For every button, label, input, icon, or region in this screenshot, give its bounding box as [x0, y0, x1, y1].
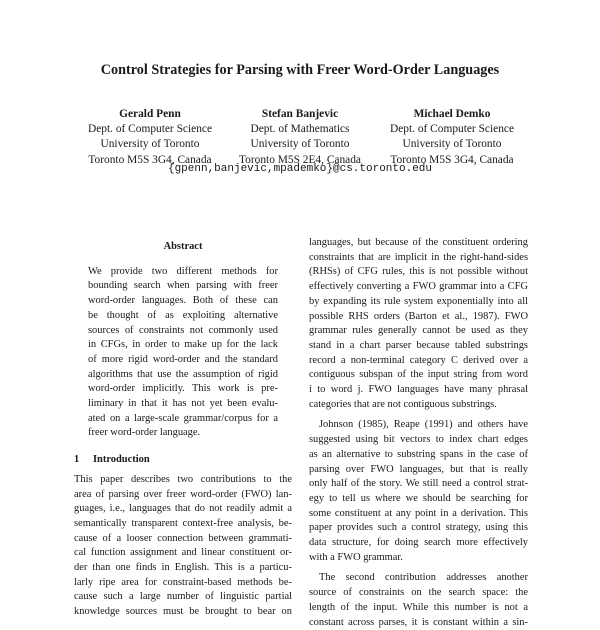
intro-body	[74, 473, 292, 620]
body-line: possible RHS orders (Barton et al., 1987). FWO	[309, 310, 528, 322]
abstract-line: of more rigid word-order and the standard	[88, 353, 278, 365]
body-line: source of constraints on the search space: the	[309, 587, 528, 599]
body-line: data structure, for doing search more effectively	[309, 537, 528, 549]
body-paragraph	[309, 236, 528, 412]
body-line: stand in a chart parser because tabled substrings	[309, 339, 528, 351]
author-name: Michael Demko	[413, 108, 491, 120]
body-line: as an alternative to substring spans in the case of	[309, 448, 528, 460]
body-line: grammar rules generally cannot be used as they	[309, 325, 528, 337]
intro-line: knowledge sources must be brought to bear on	[74, 606, 292, 618]
left-column	[74, 236, 292, 620]
body-line: some constituent at any point in a derivation. This	[309, 507, 528, 519]
author-block	[357, 107, 547, 168]
author-univ: University of Toronto	[100, 138, 200, 151]
author-name: Stefan Banjevic	[261, 108, 339, 120]
author-emails: {gpenn,banjevic,mpademko}@cs.toronto.edu	[167, 163, 433, 175]
author-name: Gerald Penn	[119, 108, 181, 120]
body-line: contiguous subspan of the input string from word	[309, 369, 528, 381]
body-line: parsing over FWO languages, but that is really	[309, 463, 528, 475]
body-line: (RHSs) of CFG rules, this is not possible without	[309, 266, 528, 278]
abstract-line: sources of constraints not commonly used	[88, 324, 278, 336]
intro-line: guages, i.e., languages that do not readily admit a	[74, 503, 292, 515]
body-line: length of the input. While this number is not a	[309, 601, 528, 613]
author-univ: University of Toronto	[402, 138, 502, 151]
intro-line: der than one finds in English. This is a particu-	[74, 562, 292, 574]
body-line: suggested using bit vectors to index chart edges	[309, 434, 528, 446]
abstract-line: word-order languages. Both of these can	[88, 295, 278, 307]
abstract-line: algorithms that use the assumption of rigid	[88, 368, 278, 380]
author-dept: Dept. of Mathematics	[250, 123, 350, 136]
body-line: effectively converting a FWO grammar into a CFG	[309, 281, 528, 293]
abstract-body	[88, 265, 278, 441]
intro-line: cause such a large number of linguistic partial	[74, 591, 292, 603]
intro-line: semantically transparent context-free analysis, be-	[74, 517, 292, 529]
section-heading	[74, 453, 292, 468]
abstract-line: word-order implicitly. This work is pre-	[88, 383, 278, 395]
body-paragraph	[309, 418, 528, 565]
abstract-line: We provide two different methods for	[88, 265, 278, 277]
body-line: by expanding its rule system exponentially into all	[309, 295, 528, 307]
intro-line: This paper describes two contributions to the	[74, 473, 292, 485]
body-line: with a FWO grammar.	[309, 551, 403, 563]
abstract-line: liminary in that it has not yet been evalu-	[88, 398, 278, 410]
body-line: paper provides such a control strategy, using this	[309, 522, 528, 534]
author-univ: University of Toronto	[250, 138, 350, 151]
author-address: Toronto M5S 2E4, Canada	[239, 153, 361, 166]
intro-line: cal function assignment and linear constituent or-	[74, 547, 292, 559]
body-line: only half of the story. We still need a control strat-	[309, 478, 528, 490]
author-dept: Dept. of Computer Science	[88, 123, 212, 136]
body-line: i to word j. FWO languages have many phrasal	[309, 384, 528, 396]
author-address: Toronto M5S 3G4, Canada	[390, 153, 514, 166]
intro-line: cause of a looser connection between grammati-	[74, 532, 292, 544]
body-line: Johnson (1985), Reape (1991) and others have	[319, 419, 528, 431]
body-line: record a non-terminal category C derived over a	[309, 354, 528, 366]
author-dept: Dept. of Computer Science	[390, 123, 514, 136]
intro-line: area of parsing over freer word-order (FWO) lan-	[74, 488, 292, 500]
body-line: egy to tell us where we should be searching for	[309, 492, 528, 504]
abstract-line: bounding search when parsing with freer	[88, 280, 278, 292]
body-line: constraints that are implicit in the right-hand-sides	[309, 251, 528, 263]
abstract-line: ated on a large-scale grammar/corpus for a	[88, 412, 278, 424]
paper-title: Control Strategies for Parsing with Freer Word-Order Languages	[100, 62, 500, 78]
body-paragraph	[309, 571, 528, 630]
author-address: Toronto M5S 3G4, Canada	[88, 153, 212, 166]
abstract-line: freer word-order language.	[88, 427, 201, 439]
abstract-line: be thought of as exploiting alternative	[88, 309, 278, 321]
body-line: The second contribution addresses another	[319, 572, 528, 584]
abstract-heading: Abstract	[163, 241, 203, 252]
body-line: languages, but because of the constituent ordering	[309, 237, 528, 248]
abstract-line: in CFGs, in order to make up for the lack	[88, 339, 278, 351]
intro-line: larly ripe area for constraint-based methods be-	[74, 576, 292, 588]
right-column	[309, 236, 528, 630]
body-line: categories that are not contiguous substrings.	[309, 398, 497, 410]
section-number: 1	[74, 454, 80, 466]
section-title: Introduction	[93, 454, 150, 466]
body-line: constant across parses, it is constant within a sin-	[309, 616, 528, 628]
